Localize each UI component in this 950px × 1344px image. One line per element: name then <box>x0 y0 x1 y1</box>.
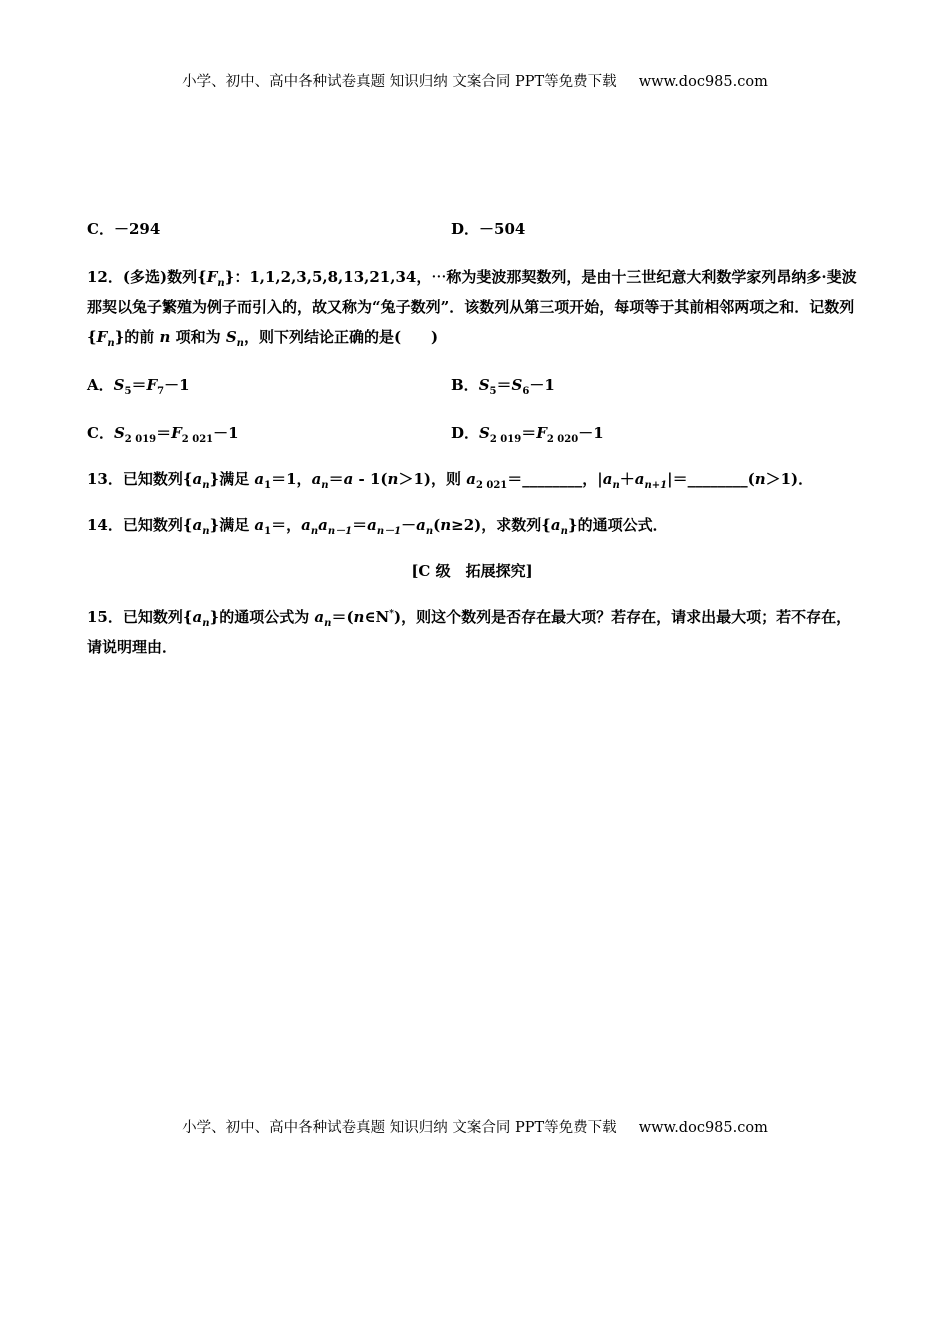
question-15: 15．已知数列$\{a_n\}$的通项公式为 $a_n=(n\in N^*)$，则这个数列是否存在最大项？若存在，请求出最大项；若不存在，请说明理由． <box>87 608 852 656</box>
question-12-options-ab <box>87 370 857 400</box>
q12-option-c: C．$S_{2 019}=F_{2 021}-1$ <box>87 424 239 445</box>
q12-option-d: D．$S_{2 019}=F_{2 020}-1$ <box>451 424 604 445</box>
question-13: 13．已知数列$\{a_n\}$满足 $a_1=1$，$a_n=a - 1(n>1)$，则 $a_{2 021}=\_\_\_\_\_\_\_\_$，$|a_n+a_{n+1}|=\_\_\_\_\_\_\_\_(n>1)$． <box>87 470 814 491</box>
question-12: 12．(多选)数列$\{F_n\}$：1,1,2,3,5,8,13,21,34，⋯称为斐波那契数列，是由十三世纪意大利数学家列昂纳多·斐波那契以兔子繁殖为例子而引入的，故又称为“兔子数列”．该数列从第三项开始，每项等于其前相邻两项之和．记数列$\{F_n\}$的前 n 项和为 $S_n$，则下列结论正确的是( ) <box>87 268 857 349</box>
q12-option-b: B．$S_5=S_6-1$ <box>451 376 555 397</box>
header-url[interactable]: www.doc985.com <box>638 74 768 90</box>
q11-option-c: C．－294 <box>87 220 161 238</box>
section-title: [C 级 拓展探究] <box>411 562 533 580</box>
q11-option-d: D．－504 <box>451 220 526 238</box>
question-11-options <box>87 214 857 244</box>
question-14: 14．已知数列$\{a_n\}$满足 $a_1=$，$a_na_{n-1}=a_{n-1}-a_n(n\ge 2)$，求数列$\{a_n\}$的通项公式． <box>87 516 668 537</box>
header-text: 小学、初中、高中各种试卷真题 知识归纳 文案合同 PPT等免费下载 <box>182 74 617 90</box>
footer-url[interactable]: www.doc985.com <box>638 1120 768 1136</box>
question-12-options-cd <box>87 418 857 448</box>
document-body <box>87 214 857 662</box>
page-footer <box>0 1116 950 1137</box>
footer-text: 小学、初中、高中各种试卷真题 知识归纳 文案合同 PPT等免费下载 <box>182 1120 617 1136</box>
q12-option-a: A．$S_5=F_7-1$ <box>87 376 190 397</box>
page-header <box>0 70 950 91</box>
